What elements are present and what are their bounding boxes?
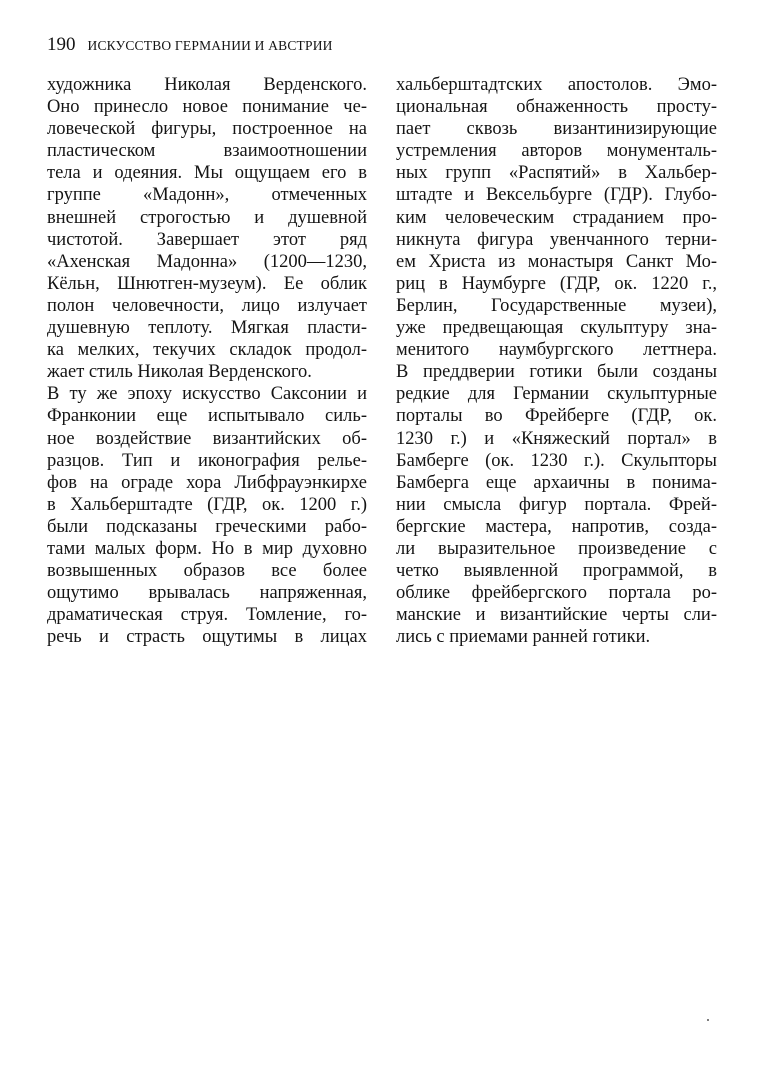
text-line: менитого наумбургского леттнера. bbox=[396, 340, 717, 361]
text-line: ким человеческим страданием про- bbox=[396, 207, 717, 228]
text-line: Оно принесло новое понимание че- bbox=[47, 97, 367, 118]
text-line: тела и одеяния. Мы ощущаем его в bbox=[47, 163, 367, 184]
text-line: внешней строгостью и душевной bbox=[47, 207, 367, 228]
page-header bbox=[47, 34, 333, 60]
text-line: Кёльн, Шнютген-музеум). Ее облик bbox=[47, 273, 367, 294]
text-line: были подсказаны греческими рабо- bbox=[47, 516, 367, 537]
text-line: облике фрейбергского портала ро- bbox=[396, 583, 717, 604]
text-line: драматическая струя. Томление, го- bbox=[47, 605, 367, 626]
text-line: ное воздействие византийских об- bbox=[47, 428, 367, 449]
text-line: ем Христа из монастыря Санкт Мо- bbox=[396, 251, 717, 272]
text-line: устремления авторов монументаль- bbox=[396, 141, 717, 162]
text-line: речь и страсть ощутимы в лицах bbox=[47, 627, 367, 648]
text-line: ка мелких, текучих складок продол- bbox=[47, 340, 367, 361]
text-line: художника Николая Верденского. bbox=[47, 75, 367, 95]
text-line: Берлин, Государственные музеи), bbox=[396, 295, 717, 316]
text-line: манские и византийские черты сли- bbox=[396, 605, 717, 626]
text-line: порталы во Фрейберге (ГДР, ок. bbox=[396, 406, 717, 427]
right-column bbox=[396, 74, 717, 648]
page-number: 190 bbox=[47, 34, 76, 55]
text-line: лись с приемами ранней готики. bbox=[396, 627, 651, 648]
text-line: 1230 г.) и «Княжеский портал» в bbox=[396, 428, 717, 449]
text-line: ных групп «Распятий» в Хальбер- bbox=[396, 163, 717, 184]
running-title: ИСКУССТВО ГЕРМАНИИ И АВСТРИИ bbox=[87, 38, 333, 53]
text-line: В ту же эпоху искусство Саксонии и bbox=[47, 384, 367, 405]
text-line: редкие для Германии скульптурные bbox=[396, 384, 717, 405]
text-line: Бамберге (ок. 1230 г.). Скульпторы bbox=[396, 450, 717, 471]
text-line: бергские мастера, напротив, созда- bbox=[396, 516, 717, 537]
text-line: Франконии еще испытывало силь- bbox=[47, 406, 367, 427]
text-line: пает сквозь византинизирующие bbox=[396, 119, 717, 140]
text-line: циональная обнаженность просту- bbox=[396, 97, 717, 118]
scan-speck bbox=[707, 1019, 709, 1021]
text-line: душевную теплоту. Мягкая пласти- bbox=[47, 318, 367, 339]
text-line: фов на ограде хора Либфрауэнкирхе bbox=[47, 472, 367, 493]
text-line: «Ахенская Мадонна» (1200—1230, bbox=[47, 251, 367, 272]
text-line: жает стиль Николая Верденского. bbox=[47, 362, 312, 383]
text-line: полон человечности, лицо излучает bbox=[47, 295, 367, 316]
text-line: пластическом взаимоотношении bbox=[47, 141, 367, 162]
text-line: разцов. Тип и иконография релье- bbox=[47, 450, 367, 471]
text-line: хальберштадтских апостолов. Эмо- bbox=[396, 75, 717, 95]
text-line: группе «Мадонн», отмеченных bbox=[47, 185, 367, 206]
text-line: в Хальберштадте (ГДР, ок. 1200 г.) bbox=[47, 494, 367, 515]
text-line: риц в Наумбурге (ГДР, ок. 1220 г., bbox=[396, 273, 717, 294]
text-line: тами малых форм. Но в мир духовно bbox=[47, 538, 367, 559]
text-line: Бамберга еще архаичны в понима- bbox=[396, 472, 717, 493]
text-line: штадте и Вексельбурге (ГДР). Глубо- bbox=[396, 185, 717, 206]
text-line: никнута фигура увенчанного терни- bbox=[396, 229, 717, 250]
left-column bbox=[47, 74, 367, 648]
text-line: чистотой. Завершает этот ряд bbox=[47, 229, 367, 250]
text-line: нии смысла фигур портала. Фрей- bbox=[396, 494, 717, 515]
text-line: возвышенных образов все более bbox=[47, 561, 367, 582]
text-line: ловеческой фигуры, построенное на bbox=[47, 119, 367, 140]
text-line: ли выразительное произведение с bbox=[396, 538, 717, 559]
text-line: В преддверии готики были созданы bbox=[396, 362, 717, 383]
text-line: четко выявленной программой, в bbox=[396, 561, 717, 582]
text-line: уже предвещающая скульптуру зна- bbox=[396, 318, 717, 339]
text-line: ощутимо врывалась напряженная, bbox=[47, 583, 367, 604]
